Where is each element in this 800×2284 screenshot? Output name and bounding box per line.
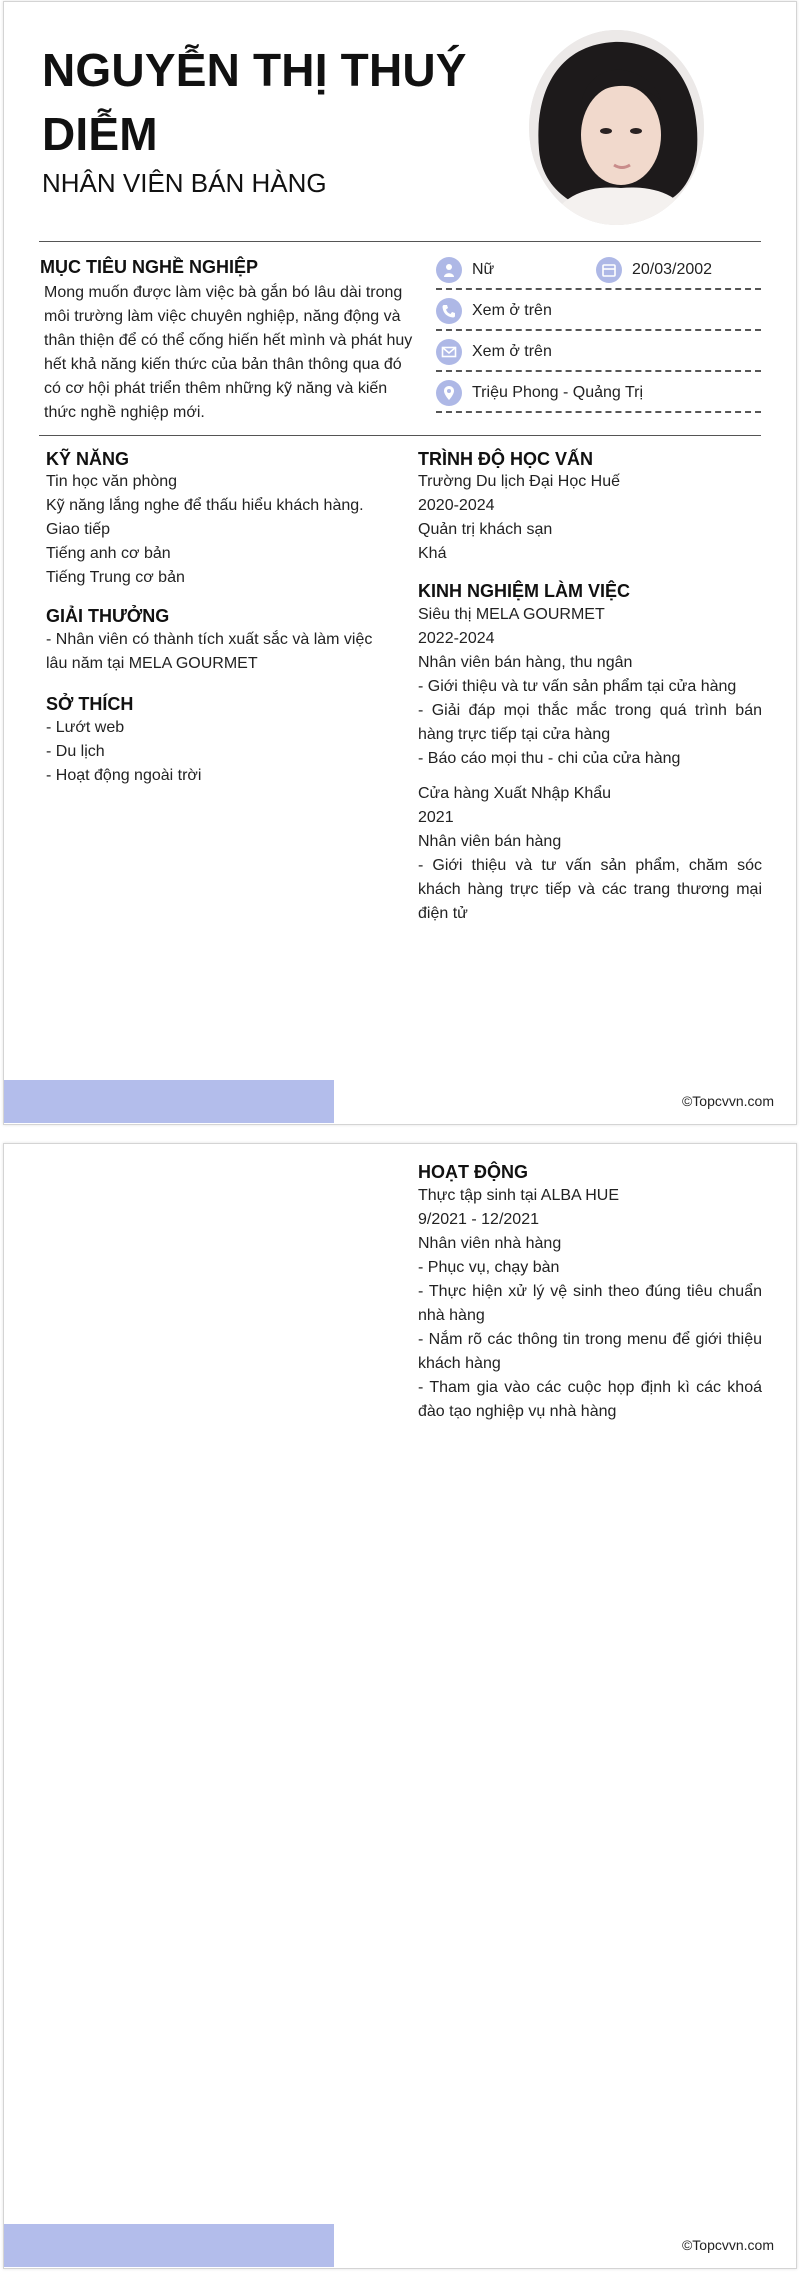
job-title: NHÂN VIÊN BÁN HÀNG [42, 168, 327, 198]
skill-item: Tin học văn phòng [46, 473, 178, 490]
job-company: Cửa hàng Xuất Nhập Khẩu [418, 785, 612, 802]
avatar [529, 30, 704, 225]
job-duty: - Giới thiệu và tư vấn sản phẩm tại cửa hàng [418, 678, 737, 695]
footer-brand: ©Topcvvn.com [681, 1093, 774, 1109]
hobby-item: - Lướt web [46, 719, 125, 736]
info-row-gender-birthdate [436, 250, 761, 290]
activity-position: Nhân viên nhà hàng [418, 1235, 562, 1252]
email-value: Xem ở trên [472, 343, 552, 360]
skill-item: Tiếng anh cơ bản [46, 545, 171, 562]
education-years: 2020-2024 [418, 497, 495, 514]
job-company: Siêu thị MELA GOURMET [418, 606, 605, 623]
job-years: 2021 [418, 809, 454, 826]
skill-item: Kỹ năng lắng nghe để thấu hiểu khách hàng. [46, 497, 364, 514]
footer-accent-bar [4, 1080, 334, 1123]
education-details [418, 470, 762, 566]
activity-period: 9/2021 - 12/2021 [418, 1211, 539, 1228]
activity-duty: - Tham gia vào các cuộc họp định kì các khoá đào tạo nghiệp vụ nhà hàng [418, 1379, 762, 1420]
skill-item: Giao tiếp [46, 521, 111, 538]
skills-list [46, 470, 406, 590]
objective-title: MỤC TIÊU NGHỀ NGHIỆP [40, 257, 259, 277]
objective-text: Mong muốn được làm việc bà gắn bó lâu dài trong môi trường làm việc chuyên nghiệp, năng động và thân thiện để có thể cống hiến hết mình và phát huy hết khả năng kiến thức của bản thân thông qua đó có cơ hội phát triển thêm những kỹ năng và kiến thức nghề nghiệp mới. [44, 284, 413, 421]
skill-item: Tiếng Trung cơ bản [46, 569, 185, 586]
education-major: Quản trị khách sạn [418, 521, 553, 538]
hobbies-list [46, 716, 386, 788]
info-row-phone [436, 291, 761, 331]
footer-brand: ©Topcvvn.com [681, 2237, 774, 2253]
activities-title: HOẠT ĐỘNG [418, 1162, 528, 1182]
phone-value: Xem ở trên [472, 302, 552, 319]
hobby-item: - Du lịch [46, 743, 105, 760]
gender-icon [436, 257, 462, 283]
header-divider [39, 241, 761, 242]
education-grade: Khá [418, 545, 447, 562]
activity-duty: - Phục vụ, chạy bàn [418, 1259, 560, 1276]
avatar-photo [529, 30, 704, 225]
experience-job-2 [418, 782, 762, 854]
resume-page-1 [3, 1, 797, 1125]
job-position: Nhân viên bán hàng [418, 833, 562, 850]
hobby-item: - Hoạt động ngoài trời [46, 767, 202, 784]
job-years: 2022-2024 [418, 630, 495, 647]
info-row-address [436, 373, 761, 413]
hobbies-title: SỞ THÍCH [46, 694, 134, 714]
experience-job-1 [418, 603, 762, 699]
email-icon [436, 339, 462, 365]
experience-title: KINH NGHIỆM LÀM VIỆC [418, 581, 631, 601]
awards-text: - Nhân viên có thành tích xuất sắc và làm việc lâu năm tại MELA GOURMET [46, 631, 373, 672]
activity-role: Thực tập sinh tại ALBA HUE [418, 1187, 620, 1204]
activities-details [418, 1184, 762, 1280]
job-duty: - Giải đáp mọi thắc mắc trong quá trình bán hàng trực tiếp tại cửa hàng [418, 702, 762, 743]
candidate-name: NGUYỄN THỊ THUÝ DIỄM [42, 44, 467, 160]
education-title: TRÌNH ĐỘ HỌC VẤN [418, 449, 593, 469]
skills-title: KỸ NĂNG [46, 449, 130, 469]
activity-duty: - Thực hiện xử lý vệ sinh theo đúng tiêu chuẩn nhà hàng [418, 1283, 762, 1324]
activity-duty: - Nắm rõ các thông tin trong menu để giới thiệu khách hàng [418, 1331, 762, 1372]
footer-accent-bar [4, 2224, 334, 2267]
phone-icon [436, 298, 462, 324]
gender-value: Nữ [472, 261, 495, 278]
education-school: Trường Du lịch Đại Học Huế [418, 473, 621, 490]
job-duty: - Giới thiệu và tư vấn sản phẩm, chăm sóc khách hàng trực tiếp và các trang thương mại điện tử [418, 857, 762, 922]
address-value: Triệu Phong - Quảng Trị [472, 384, 644, 401]
section-divider [39, 435, 761, 436]
awards-title: GIẢI THƯỞNG [46, 606, 170, 626]
location-icon [436, 380, 462, 406]
job-position: Nhân viên bán hàng, thu ngân [418, 654, 633, 671]
calendar-icon [596, 257, 622, 283]
info-row-email [436, 332, 761, 372]
birthdate-value: 20/03/2002 [632, 261, 713, 278]
job-duty: - Báo cáo mọi thu - chi của cửa hàng [418, 750, 681, 767]
resume-page-2 [3, 1143, 797, 2269]
